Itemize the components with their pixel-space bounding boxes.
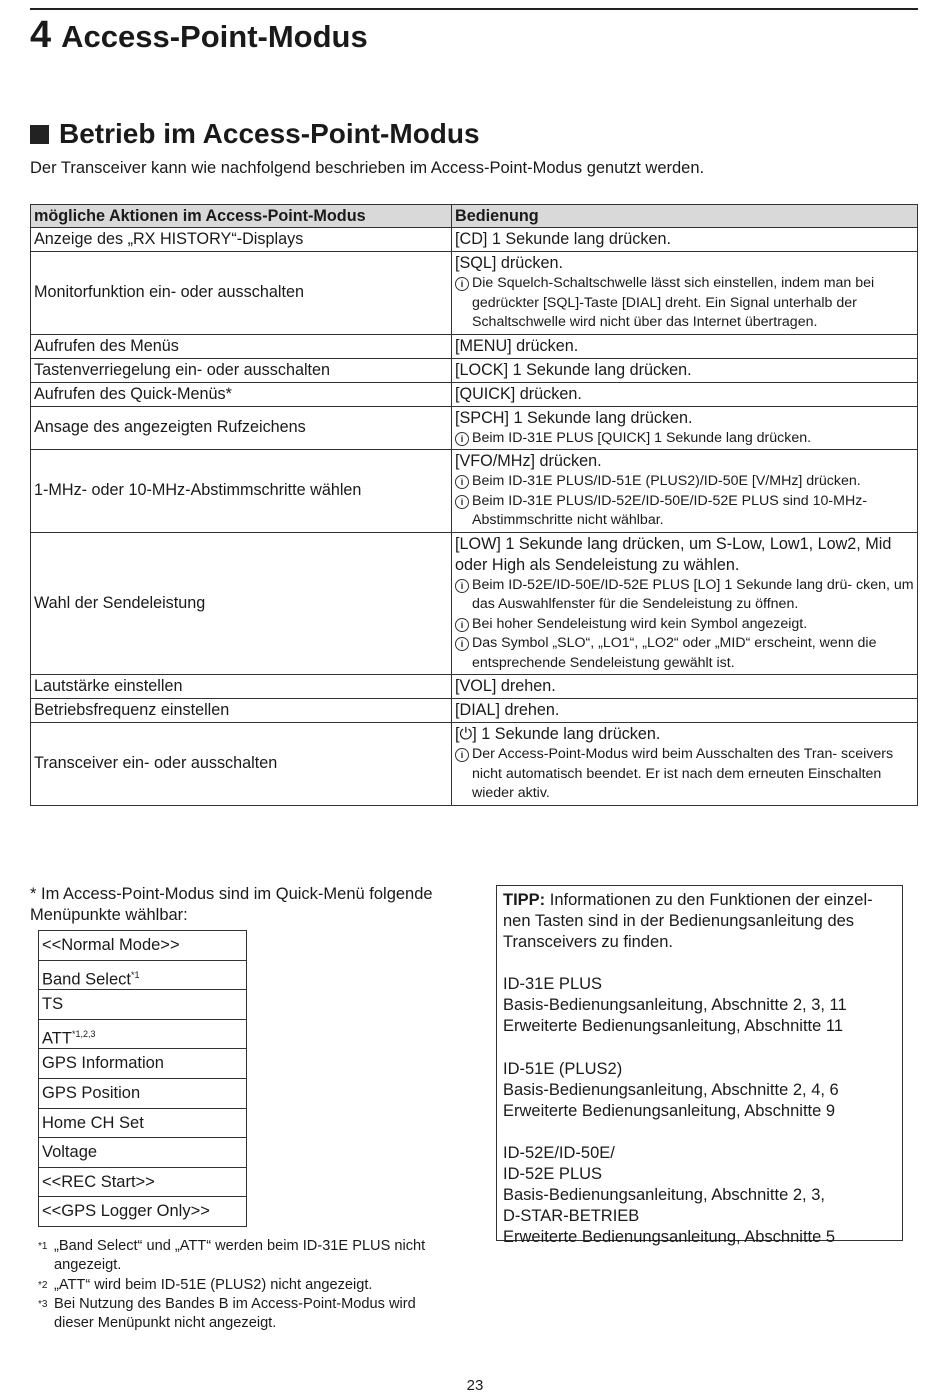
table-row	[31, 252, 918, 335]
table-row	[31, 723, 918, 806]
operation-note	[455, 576, 914, 615]
table-row	[31, 699, 918, 723]
quick-menu-item	[39, 1168, 246, 1198]
operation-main: [⏻] 1 Sekunde lang drücken.	[455, 725, 661, 743]
action-cell: Anzeige des „RX HISTORY“-Displays	[31, 228, 452, 252]
quick-menu-item-label: ATT	[42, 1029, 72, 1048]
operation-main: [QUICK] drücken.	[455, 384, 582, 403]
footnotes	[38, 1237, 458, 1333]
quick-menu-item-label: GPS Information	[42, 1054, 164, 1073]
footnote-mark: *1	[38, 1241, 48, 1252]
action-cell: Monitorfunktion ein- oder ausschalten	[31, 252, 452, 335]
tip-text: Informationen zu den Funktionen der einzel- nen Tasten sind in der Bedienungsanleitung des Transceivers zu finden.	[503, 891, 873, 952]
section-intro: Der Transceiver kann wie nachfolgend beschrieben im Access-Point-Modus genutzt werden.	[30, 159, 705, 177]
operation-main: [LOCK] 1 Sekunde lang drücken.	[455, 360, 692, 379]
operation-cell	[452, 252, 918, 335]
footnote	[38, 1237, 458, 1276]
quick-menu-item-label: Voltage	[42, 1143, 98, 1162]
quick-menu-item-label: <<REC Start>>	[42, 1172, 155, 1191]
quick-menu-item-label: TS	[42, 995, 64, 1014]
operation-main: [LOW] 1 Sekunde lang drücken, um S-Low, Low1, Low2, Mid oder High als Sendeleistung zu wählen.	[455, 534, 892, 574]
footnote	[38, 1295, 458, 1334]
operation-note	[455, 429, 914, 449]
operation-cell	[452, 334, 918, 358]
tip-line: Basis-Bedienungsanleitung, Abschnitte 2, 4, 6	[503, 1080, 839, 1099]
action-cell: Aufrufen des Menüs	[31, 334, 452, 358]
quick-menu-item	[39, 1197, 246, 1226]
chapter-title: Access-Point-Modus	[61, 19, 368, 54]
tip-line: Erweiterte Bedienungsanleitung, Abschnitte 11	[503, 1017, 844, 1036]
operation-note	[455, 615, 914, 635]
tip-label: TIPP:	[503, 891, 546, 909]
operation-main: [CD] 1 Sekunde lang drücken.	[455, 230, 671, 248]
tip-spacer	[503, 953, 896, 974]
action-cell: Wahl der Sendeleistung	[31, 532, 452, 675]
tip-line: ID-52E PLUS	[503, 1164, 603, 1183]
info-circle-icon: i	[455, 432, 469, 446]
action-cell: Aufrufen des Quick-Menüs*	[31, 382, 452, 406]
chapter-heading	[30, 14, 368, 57]
footnote-mark: *3	[38, 1298, 48, 1310]
operation-note	[455, 274, 914, 333]
section-heading	[30, 118, 480, 150]
info-circle-icon: i	[455, 475, 469, 489]
info-circle-icon: i	[455, 618, 469, 632]
quick-menu-item-label: <<Normal Mode>>	[42, 936, 180, 954]
footnote-marker: *1,2,3	[71, 1028, 96, 1039]
operation-cell	[452, 358, 918, 382]
operation-cell	[452, 406, 918, 450]
operation-main: [SQL] drücken.	[455, 254, 563, 272]
actions-table	[30, 204, 918, 806]
action-cell: Transceiver ein- oder ausschalten	[31, 723, 452, 806]
top-rule	[30, 8, 918, 10]
table-row	[31, 334, 918, 358]
footnote-mark: *2	[38, 1279, 48, 1291]
operation-main: [MENU] drücken.	[455, 336, 579, 355]
operation-cell	[452, 675, 918, 699]
operation-note-text: Beim ID-31E PLUS/ID-51E (PLUS2)/ID-50E [V/MHz] drücken.	[472, 473, 861, 489]
operation-note	[455, 634, 914, 673]
operation-main: [SPCH] 1 Sekunde lang drücken.	[455, 408, 693, 427]
tip-line: ID-31E PLUS	[503, 975, 603, 994]
tip-line: ID-51E (PLUS2)	[503, 1059, 623, 1078]
footnote	[38, 1276, 458, 1295]
quick-menu-list	[38, 930, 247, 1227]
quick-menu-item	[39, 1020, 246, 1050]
quick-menu-intro: * Im Access-Point-Modus sind im Quick-Menü folgende Menüpunkte wählbar:	[30, 885, 433, 924]
tip-line: Erweiterte Bedienungsanleitung, Abschnitte 9	[503, 1101, 836, 1120]
quick-menu-item	[39, 1049, 246, 1079]
footnote-text: „ATT“ wird beim ID-51E (PLUS2) nicht angezeigt.	[54, 1276, 373, 1293]
table-row	[31, 450, 918, 533]
table-header-row	[31, 205, 918, 228]
quick-menu-item-label: GPS Position	[42, 1083, 141, 1102]
footnote-marker: *1	[130, 969, 140, 980]
quick-menu-item	[39, 1138, 246, 1168]
tip-line: ID-52E/ID-50E/	[503, 1143, 615, 1162]
operation-main: [DIAL] drehen.	[455, 701, 560, 719]
quick-menu-item	[39, 931, 246, 961]
operation-note-text: Bei hoher Sendeleistung wird kein Symbol angezeigt.	[472, 615, 808, 632]
table-row	[31, 358, 918, 382]
operation-note	[455, 472, 914, 492]
operation-note	[455, 745, 914, 804]
table-row	[31, 228, 918, 252]
action-cell: Betriebsfrequenz einstellen	[31, 699, 452, 723]
action-cell: 1-MHz- oder 10-MHz-Abstimmschritte wählen	[31, 450, 452, 533]
info-circle-icon: i	[455, 637, 469, 651]
quick-menu-item-label: Band Select	[42, 970, 131, 989]
tip-line: Basis-Bedienungsanleitung, Abschnitte 2, 3,	[503, 1186, 825, 1205]
operation-note-text: Das Symbol „SLO“, „LO1“, „LO2“ oder „MID“ erscheint, wenn die entsprechende Sendeleistung gewählt ist.	[472, 635, 877, 671]
operation-cell	[452, 723, 918, 806]
tip-line: D-STAR-BETRIEB	[503, 1207, 640, 1226]
quick-menu-item	[39, 1109, 246, 1139]
tip-box	[496, 885, 903, 1247]
table-row	[31, 675, 918, 699]
info-circle-icon: i	[455, 748, 469, 762]
operation-cell	[452, 228, 918, 252]
tip-line: Basis-Bedienungsanleitung, Abschnitte 2, 3, 11	[503, 996, 847, 1015]
footnote-text: „Band Select“ und „ATT“ werden beim ID-31E PLUS nicht angezeigt.	[54, 1238, 426, 1274]
section-title: Betrieb im Access-Point-Modus	[59, 118, 480, 149]
operation-cell	[452, 450, 918, 533]
operation-cell	[452, 382, 918, 406]
action-cell: Tastenverriegelung ein- oder ausschalten	[31, 358, 452, 382]
quick-menu-item	[39, 961, 246, 991]
quick-menu-item-label: Home CH Set	[42, 1113, 144, 1132]
tip-line: Erweiterte Bedienungsanleitung, Abschnitte 5	[503, 1228, 836, 1247]
operation-note-text: Beim ID-52E/ID-50E/ID-52E PLUS [LO] 1 Sekunde lang drü- cken, um das Auswahlfenster für die Sendeleistung zu öffnen.	[472, 576, 914, 612]
operation-main: [VFO/MHz] drücken.	[455, 452, 602, 470]
table-row	[31, 382, 918, 406]
operation-note-text: Beim ID-31E PLUS [QUICK] 1 Sekunde lang drücken.	[472, 429, 812, 446]
quick-menu-item-label: <<GPS Logger Only>>	[42, 1202, 210, 1221]
operation-note-text: Der Access-Point-Modus wird beim Ausschalten des Tran- sceivers nicht automatisch beendet. Er ist nach dem erneuten Einschalten wieder aktiv.	[472, 746, 894, 801]
header-operation: Bedienung	[452, 205, 918, 228]
tip-spacer	[503, 1038, 896, 1059]
footnote-text: Bei Nutzung des Bandes B im Access-Point-Modus wird dieser Menüpunkt nicht angezeigt.	[54, 1295, 416, 1332]
chapter-number: 4	[30, 14, 52, 56]
operation-cell	[452, 699, 918, 723]
tip-spacer	[503, 1122, 896, 1143]
table-body	[31, 228, 918, 806]
quick-menu-item	[39, 1079, 246, 1109]
quick-menu-item	[39, 990, 246, 1020]
table-row	[31, 532, 918, 675]
operation-note	[455, 492, 914, 531]
operation-note-text: Beim ID-31E PLUS/ID-52E/ID-50E/ID-52E PLUS sind 10-MHz-Abstimmschritte nicht wählbar.	[472, 492, 868, 528]
header-actions: mögliche Aktionen im Access-Point-Modus	[31, 205, 452, 228]
info-circle-icon: i	[455, 579, 469, 593]
operation-note-text: Die Squelch-Schaltschwelle lässt sich einstellen, indem man bei gedrückter [SQL]-Taste [DIAL] dreht. Ein Signal unterhalb der Schaltschwelle wird nicht über das Internet übertragen.	[472, 275, 875, 330]
action-cell: Ansage des angezeigten Rufzeichens	[31, 406, 452, 450]
info-circle-icon: i	[455, 495, 469, 509]
action-cell: Lautstärke einstellen	[31, 675, 452, 699]
table-row	[31, 406, 918, 450]
square-bullet-icon	[30, 125, 49, 144]
page-number: 23	[466, 1377, 484, 1394]
tip-intro	[503, 890, 896, 953]
operation-main: [VOL] drehen.	[455, 677, 556, 695]
info-circle-icon: i	[455, 277, 469, 291]
operation-cell	[452, 532, 918, 675]
